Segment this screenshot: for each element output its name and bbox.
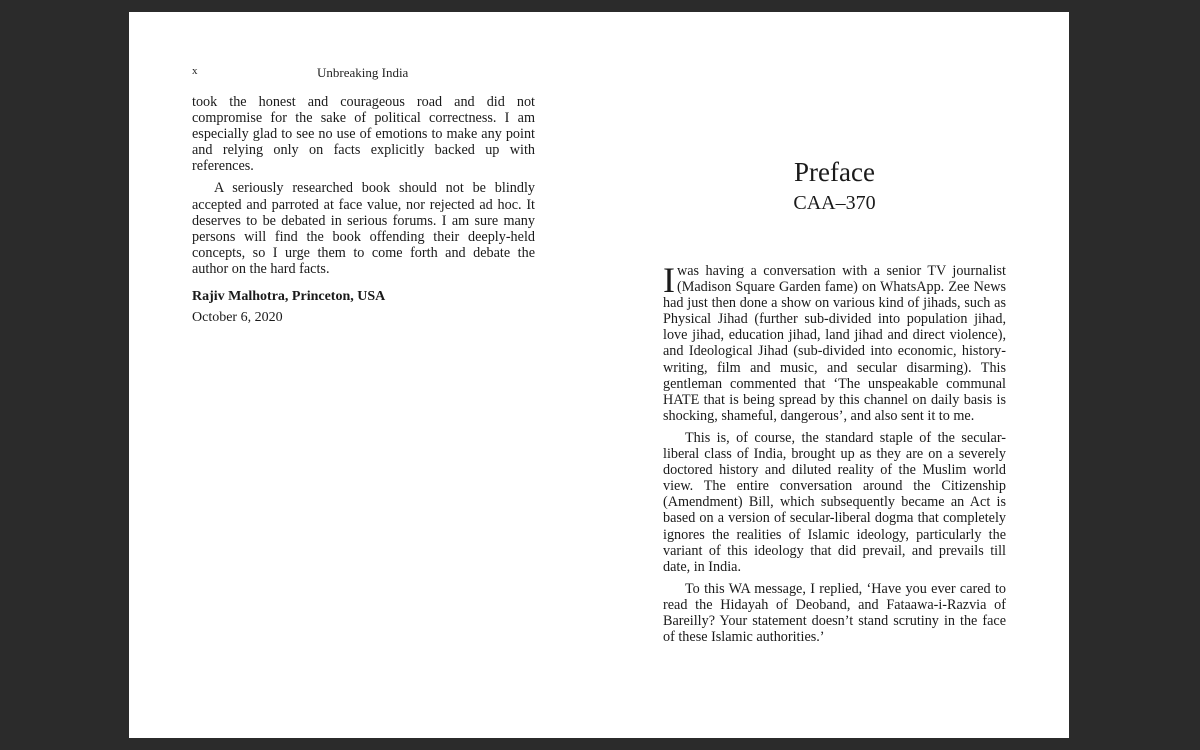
chapter-title: Preface — [794, 157, 875, 187]
preface-text — [663, 260, 1006, 646]
book-spread — [129, 12, 1069, 738]
running-head-title: Unbreaking India — [317, 65, 409, 80]
page-number: x — [192, 65, 198, 77]
right-page-body — [663, 157, 1006, 651]
paragraph-text: was having a conversation with a senior TV journalist (Madison Square Garden fame) on WhatsApp. Zee News had just then done a show on various kind of jihads, such as Physical Jihad (further sub-divided into population jihad, love jihad, education jihad, land jihad and direct violence), and Ideological Jihad (sub-divided into economic, history-writing, film and music, and secular disarming). This gentleman commented that ‘The unspeakable communal HATE that is being spread by this channel on daily basis is shocking, shameful, dangerous’, and also sent it to me. — [663, 263, 1006, 424]
signature-date: October 6, 2020 — [192, 310, 283, 326]
drop-cap: I — [663, 260, 675, 300]
paragraph: A seriously researched book should not be blindly accepted and parroted at face value, nor rejected ad hoc. It deserves to be debated in serious forums. I am sure many persons will find the book offending their deeply-held concepts, so I urge them to come forth and debate the author on the hard facts. — [192, 180, 535, 277]
paragraph — [663, 260, 1006, 424]
left-page-body — [192, 94, 535, 326]
paragraph: To this WA message, I replied, ‘Have you ever cared to read the Hidayah of Deoband, and Fataawa-i-Razvia of Bareilly? Your statement doesn’t stand scrutiny in the face of these Islamic authorities.’ — [663, 580, 1006, 646]
paragraph: took the honest and courageous road and did not compromise for the sake of political correctness. I am especially glad to see no use of emotions to make any point and relying only on facts explicitly backed up with references. — [192, 94, 535, 175]
chapter-subtitle: CAA–370 — [793, 192, 876, 214]
signature-name: Rajiv Malhotra, Princeton, USA — [192, 289, 386, 305]
paragraph: This is, of course, the standard staple of the secular-liberal class of India, brought up as they are on a severely doctored history and diluted reality of the Muslim world view. The entire conversation around the Citizenship (Amendment) Bill, which subsequently became an Act is based on a version of secular-liberal dogma that completely ignores the realities of Islamic ideology, particularly the variant of this ideology that did prevail, and prevails till date, in India. — [663, 429, 1006, 575]
